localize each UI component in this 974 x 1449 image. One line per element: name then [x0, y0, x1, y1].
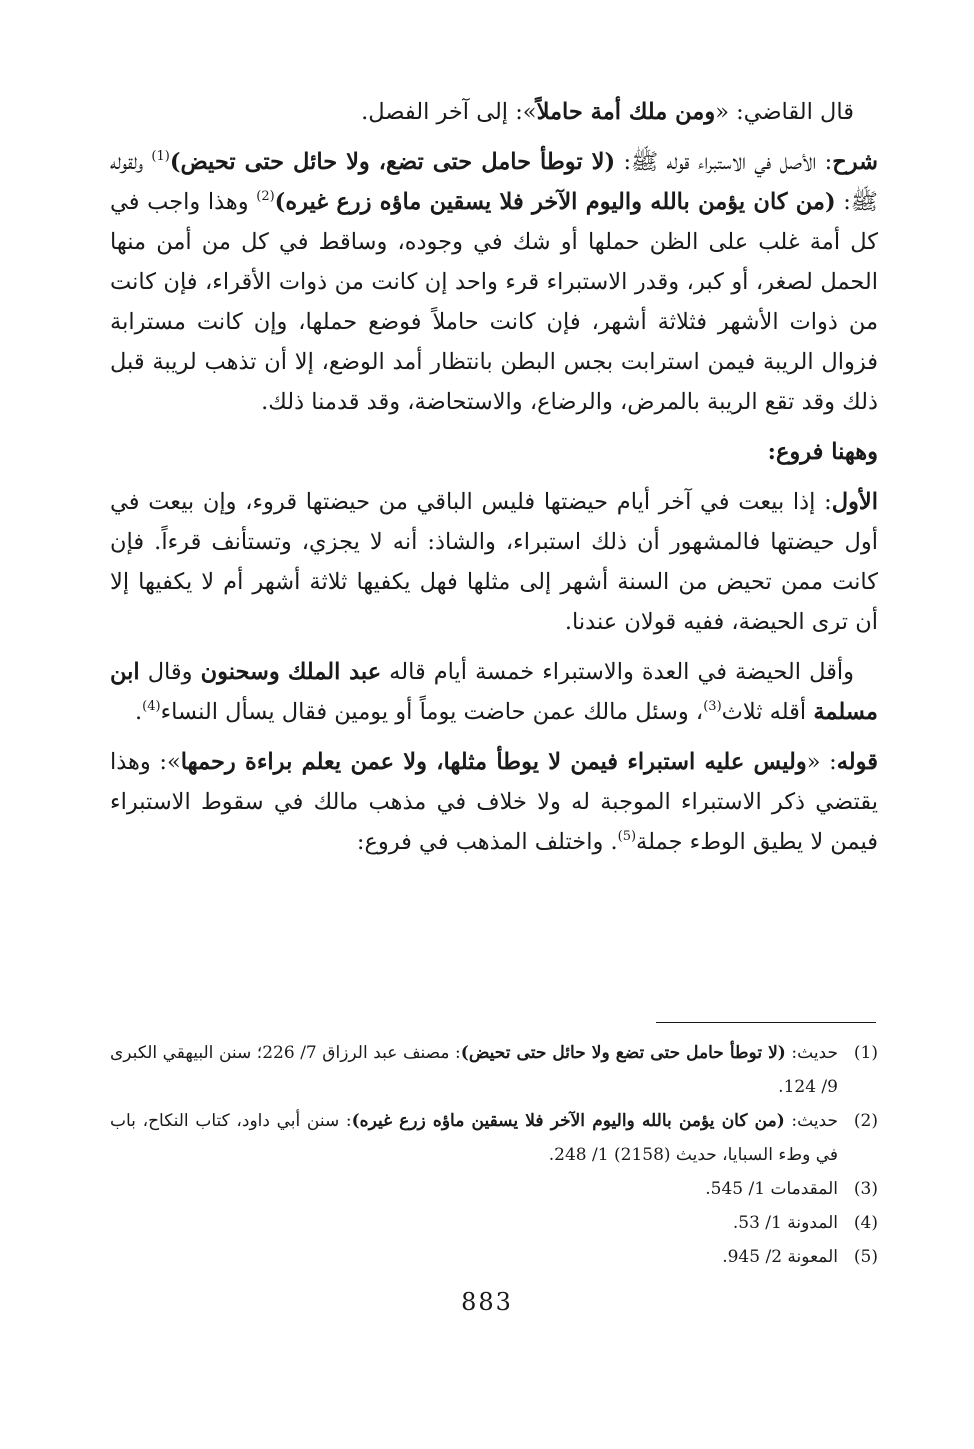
main-text-body	[110, 92, 878, 862]
scholar-name: ابن مسلمة	[110, 659, 878, 725]
text-run: ، وسئل مالك عمن حاضت يوماً أو يومين فقال يسأل النساء	[160, 699, 704, 725]
his-saying-label: قوله	[836, 749, 879, 775]
footnote-number: (2)	[853, 1111, 878, 1131]
footnote-text: المعونة 2/ 945.	[722, 1247, 838, 1267]
text-run: »: وهذا يقتضي ذكر الاستبراء الموجبة له ولا خلاف في مذهب مالك في سقوط الاستبراء فيمن لا يطيق الوطء جملة	[110, 749, 878, 855]
paragraph-branches-heading	[110, 432, 878, 472]
text-run: ولقوله ﷺ:	[110, 149, 878, 215]
footnote-ref-3[interactable]: (3)	[703, 699, 722, 714]
footnote-ref-4[interactable]: (4)	[142, 699, 161, 714]
hadith-text-bold: (من كان يؤمن بالله واليوم الآخر فلا يسقين ماؤه زرع غيره)	[274, 189, 836, 215]
paragraph-sharh	[110, 142, 878, 422]
text-run: قال القاضي: «	[715, 99, 854, 125]
branches-heading: وههنا فروع:	[767, 439, 878, 465]
text-run: حديث:	[784, 1111, 838, 1131]
text-run: . واختلف المذهب في فروع:	[356, 829, 618, 855]
hadith-text-bold: (لا توطأ حامل حتى تضع ولا حائل حتى تحيض)	[460, 1043, 786, 1063]
first-branch-label: الأول	[831, 489, 878, 515]
footnote-item	[110, 1036, 878, 1104]
footnote-ref-5[interactable]: (5)	[617, 829, 637, 844]
sharh-heading: شرح	[832, 149, 878, 175]
hadith-text-bold: (من كان يؤمن بالله واليوم الآخر فلا يسقين ماؤه زرع غيره)	[351, 1111, 785, 1131]
paragraph-minimum-menstruation	[110, 652, 878, 732]
text-run: »: إلى آخر الفصل.	[361, 99, 537, 125]
text-run: : «	[806, 749, 837, 775]
footnote-text: المقدمات 1/ 545.	[705, 1179, 838, 1199]
paragraph-his-saying	[110, 742, 878, 862]
footnote-item	[110, 1104, 878, 1172]
text-run: أقله ثلاث	[721, 699, 814, 725]
scholar-name: وسحنون	[200, 659, 280, 685]
footnotes-section	[110, 1036, 878, 1274]
footnote-text: المدونة 1/ 53.	[732, 1213, 838, 1233]
text-run: حديث:	[785, 1043, 838, 1063]
hadith-text-bold: (لا توطأ حامل حتى تضع، ولا حائل حتى تحيض)	[169, 149, 616, 175]
quoted-text-bold: ومن ملك أمة حاملاً	[536, 99, 716, 125]
paragraph-quote-judge	[110, 92, 878, 132]
footnote-ref-1[interactable]: (1)	[151, 149, 170, 164]
text-run: وأقل الحيضة في العدة والاستبراء خمسة أيام قاله	[381, 659, 855, 685]
footnote-number: (4)	[853, 1213, 878, 1233]
text-run: : الأصل في الاستبراء قوله ﷺ:	[615, 149, 833, 175]
footnote-item	[110, 1206, 878, 1240]
quoted-text-bold: وليس عليه استبراء فيمن لا يوطأ مثلها، ولا عمن يعلم براءة رحمها	[180, 749, 807, 775]
footnote-text	[110, 1036, 838, 1104]
text-run: : إذا بيعت في آخر أيام حيضتها فليس الباقي من حيضتها قروء، وإن بيعت في أول حيضتها فالمشهور أن ذلك استبراء، والشاذ: أنه لا يجزي، وتستأنف قرءاً. فإن كانت ممن تحيض من السنة أشهر إلى مثلها فهل يكفيها ثلاثة أشهر أم لا يكفيها إلا أن ترى الحيضة، ففيه قولان عندنا.	[110, 489, 878, 635]
footnote-item	[110, 1172, 878, 1206]
scholar-name: عبد الملك	[287, 659, 382, 685]
text-run: .	[134, 699, 143, 725]
footnote-separator-rule	[656, 1022, 876, 1023]
footnote-text	[110, 1104, 838, 1172]
footnote-item	[110, 1240, 878, 1274]
paragraph-first-branch	[110, 482, 878, 642]
text-run: : سنن أبي داود، كتاب النكاح، باب في وطء السبايا، حديث (2158) 1/ 248.	[110, 1111, 838, 1165]
text-run: : مصنف عبد الرزاق 7/ 226؛ سنن البيهقي الكبرى 9/ 124.	[110, 1043, 838, 1097]
text-run	[280, 659, 288, 685]
footnote-number: (1)	[853, 1043, 878, 1063]
footnote-ref-2[interactable]: (2)	[256, 189, 275, 204]
text-run: وقال	[139, 659, 201, 685]
footnote-number: (3)	[853, 1179, 878, 1199]
text-run: وهذا واجب في كل أمة غلب على الظن حملها أو شك في وجوده، وساقط في كل من أمن منها الحمل لصغر، أو كبر، وقدر الاستبراء قرء واحد إن كانت من ذوات الأقراء، فإن كانت من ذوات الأشهر فثلاثة أشهر، فإن كانت حاملاً فوضع حملها، وإن كانت مسترابة فزوال الريبة فيمن استرابت بجس البطن بانتظار أمد الوضع، إلا أن تذهب لريبة قبل ذلك وقد تقع الريبة بالمرض، والرضاع، والاستحاضة، وقد قدمنا ذلك.	[110, 189, 878, 415]
page-number: 883	[461, 1288, 513, 1316]
footnote-number: (5)	[853, 1247, 878, 1267]
